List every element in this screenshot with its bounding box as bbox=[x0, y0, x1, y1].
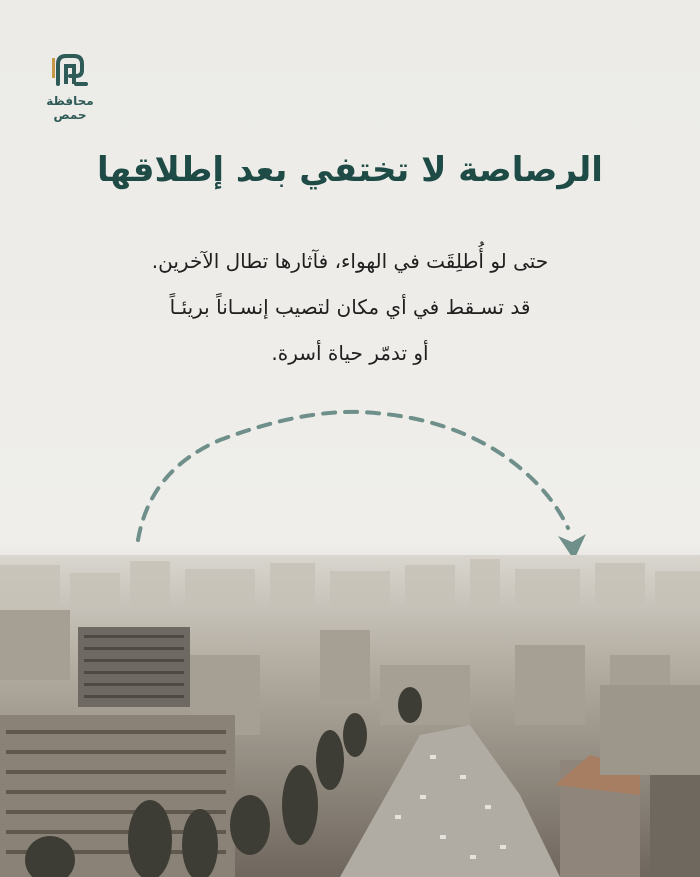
homs-logo-icon bbox=[50, 50, 90, 90]
logo-line-1: محافظة bbox=[46, 94, 94, 108]
body-line-2: قد تسـقط في أي مكان لتصيب إنسـاناً بريئـاً bbox=[169, 295, 531, 319]
body-text bbox=[0, 238, 700, 376]
governorate-logo bbox=[46, 48, 94, 130]
city-skyline-aerial bbox=[0, 555, 700, 877]
logo-line-2: حمص bbox=[53, 108, 87, 122]
logo-text bbox=[46, 94, 94, 122]
headline: الرصاصة لا تختفي بعد إطلاقها bbox=[97, 150, 603, 190]
body-line-1: حتى لو أُطلِقَت في الهواء، فآثارها تطال الآخرين. bbox=[151, 249, 549, 273]
body-line-3: أو تدمّر حياة أسرة. bbox=[271, 341, 429, 365]
